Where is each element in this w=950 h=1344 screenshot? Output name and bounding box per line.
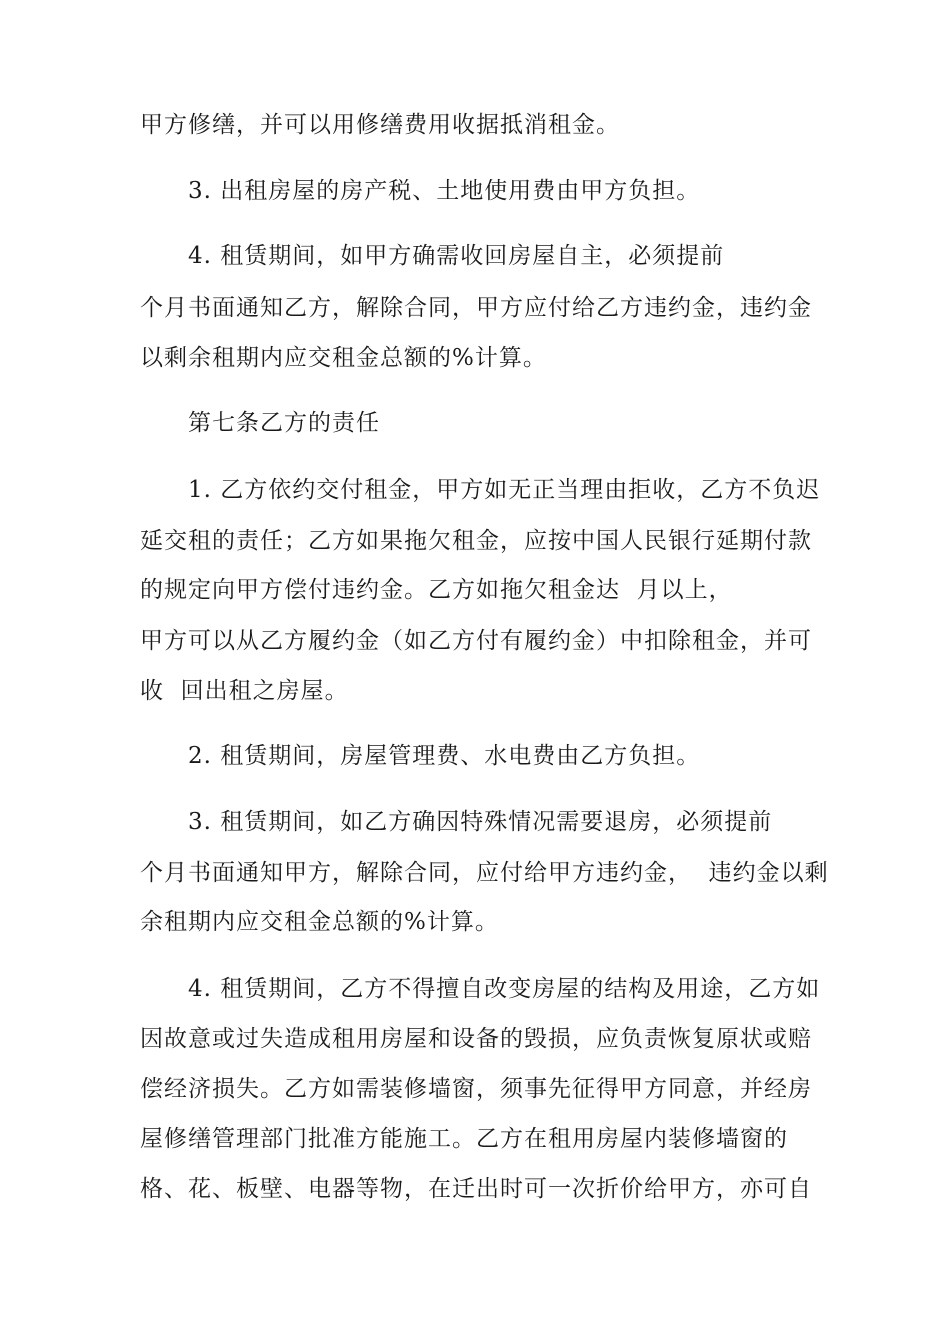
text-line: 2. 租赁期间，房屋管理费、水电费由乙方负担。	[188, 743, 701, 769]
text-line: 3. 租赁期间，如乙方确因特殊情况需要退房，必须提前	[188, 809, 773, 835]
text-line: 3. 出租房屋的房产税、土地使用费由甲方负担。	[188, 178, 701, 204]
text-line: 收 回出租之房屋。	[140, 678, 349, 704]
text-line: 屋修缮管理部门批准方能施工。乙方在租用房屋内装修墙窗的	[140, 1126, 788, 1152]
section-heading: 第七条乙方的责任	[188, 410, 380, 436]
text-line: 甲方修缮，并可以用修缮费用收据抵消租金。	[140, 112, 620, 138]
text-line: 的规定向甲方偿付违约金。乙方如拖欠租金达 月以上，	[140, 577, 733, 603]
text-line: 因故意或过失造成租用房屋和设备的毁损，应负责恢复原状或赔	[140, 1026, 812, 1052]
text-line: 个月书面通知乙方，解除合同，甲方应付给乙方违约金，违约金	[140, 295, 812, 321]
text-line: 4. 租赁期间，乙方不得擅自改变房屋的结构及用途，乙方如	[188, 976, 821, 1002]
text-line: 延交租的责任；乙方如果拖欠租金，应按中国人民银行延期付款	[140, 528, 812, 554]
text-line: 余租期内应交租金总额的%计算。	[140, 909, 499, 935]
text-line: 偿经济损失。乙方如需装修墙窗，须事先征得甲方同意，并经房	[140, 1076, 812, 1102]
text-line: 4. 租赁期间，如甲方确需收回房屋自主，必须提前	[188, 243, 725, 269]
text-line: 1. 乙方依约交付租金，甲方如无正当理由拒收，乙方不负迟	[188, 477, 821, 503]
text-line: 以剩余租期内应交租金总额的%计算。	[140, 345, 547, 371]
text-line: 甲方可以从乙方履约金（如乙方付有履约金）中扣除租金，并可	[140, 628, 812, 654]
text-line: 格、花、板壁、电器等物，在迁出时可一次折价给甲方，亦可自	[140, 1176, 812, 1202]
text-line: 个月书面通知甲方，解除合同，应付给甲方违约金， 违约金以剩	[140, 860, 829, 886]
